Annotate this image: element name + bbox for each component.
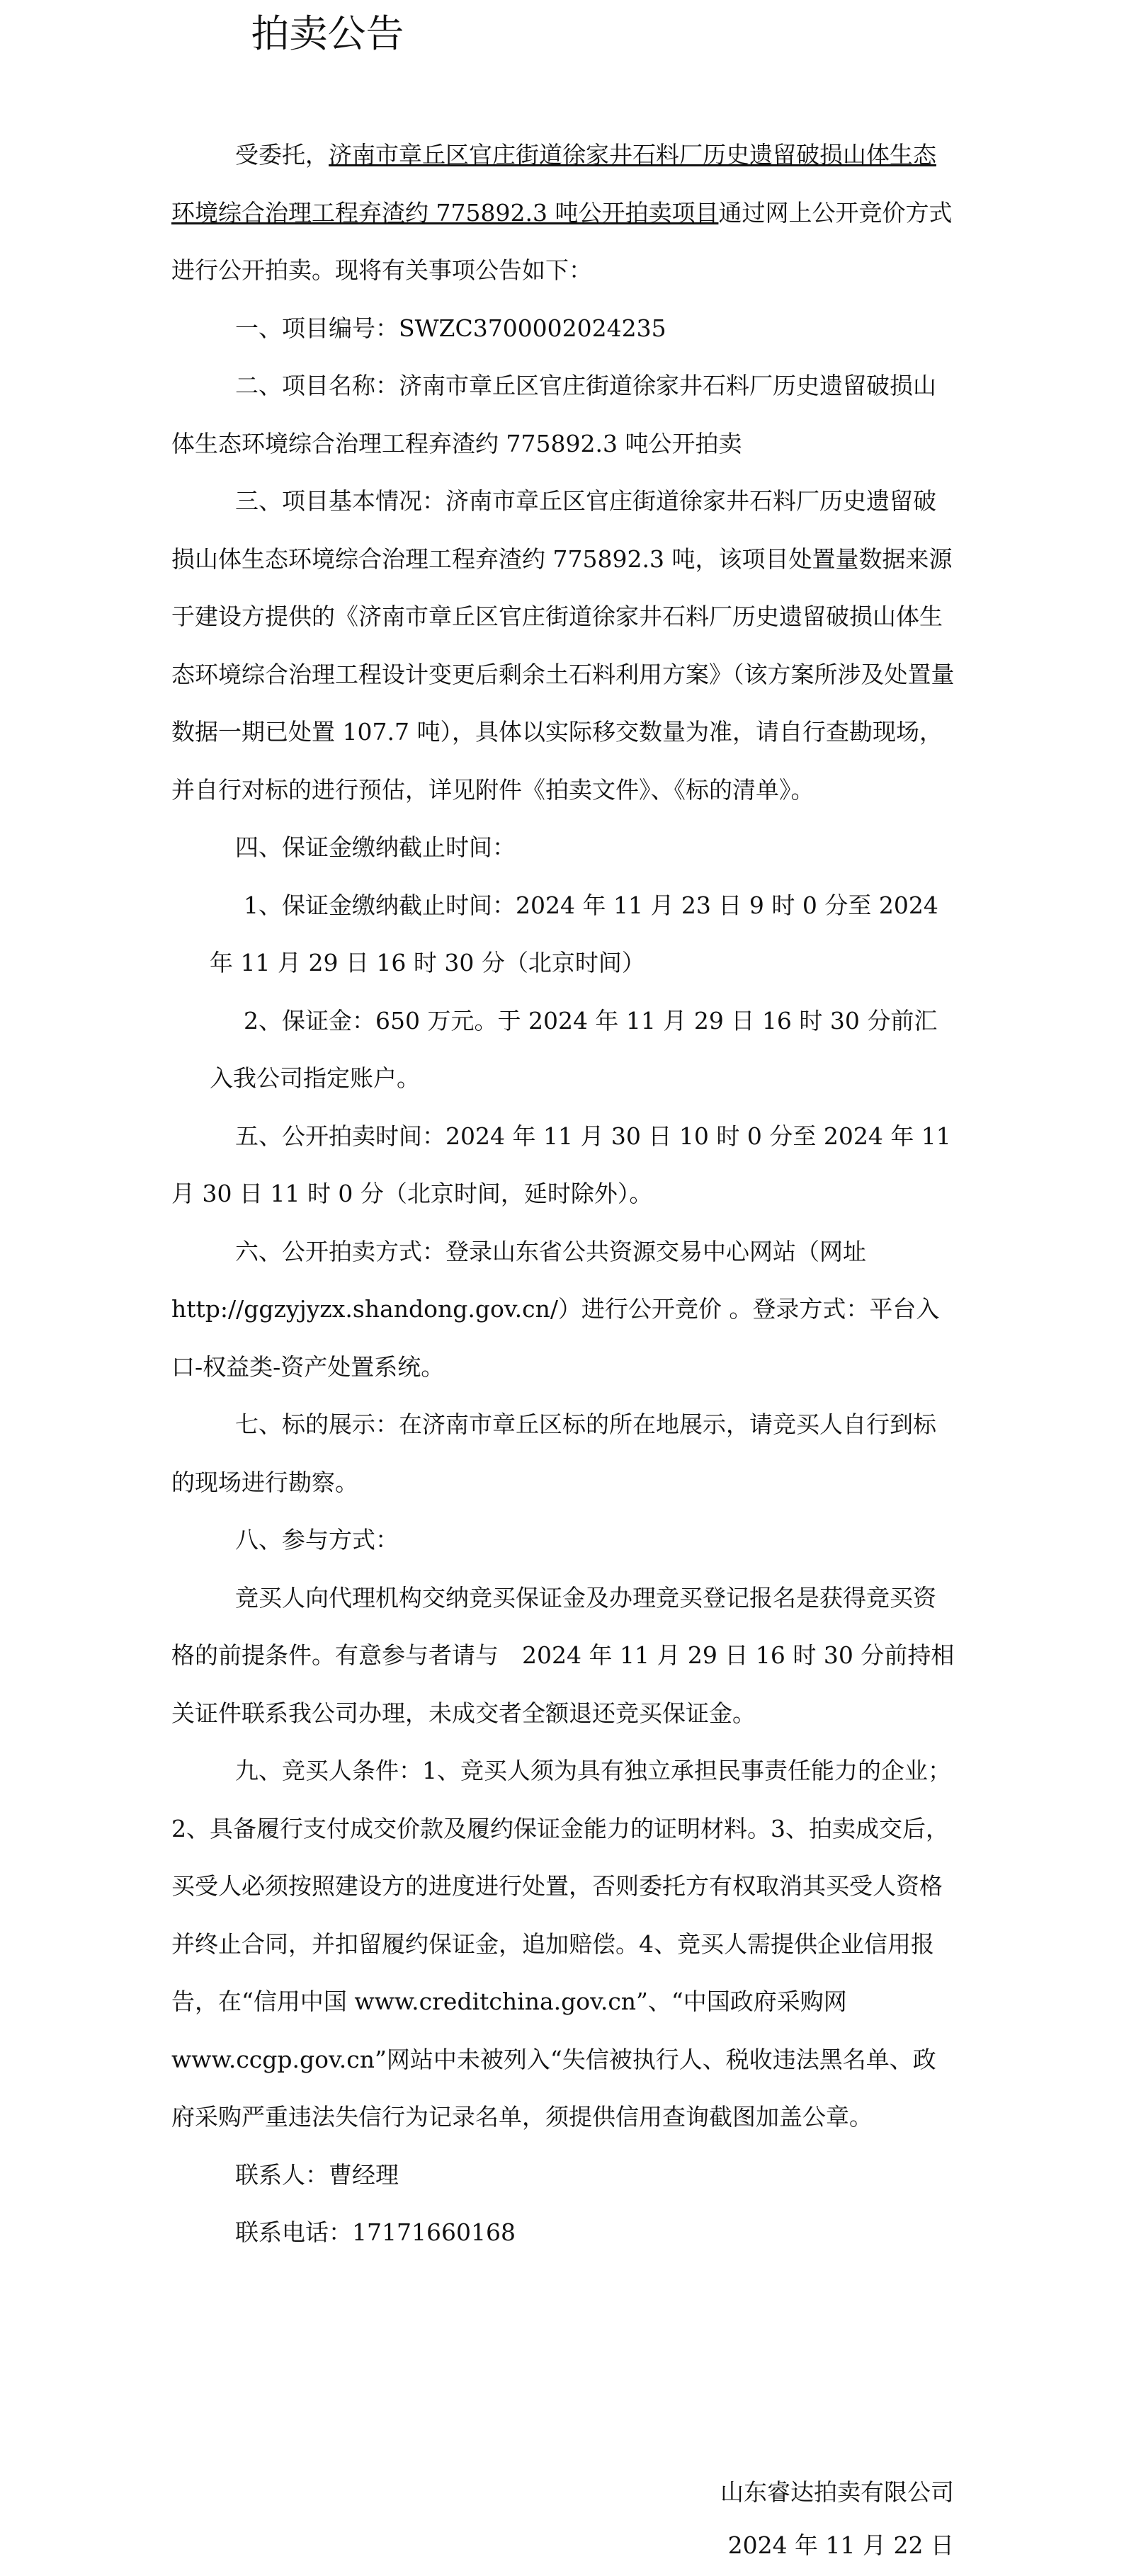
section-participation-heading: 八、参与方式： (235, 1526, 399, 1554)
section-project-name: 二、项目名称：济南市章丘区官庄街道徐家井石料厂历史遗留破损山体生态环境综合治理工程弃渣约 775892.3 吨公开拍卖 (171, 372, 936, 457)
section-deposit-amount: 2、保证金：650 万元。于 2024 年 11 月 29 日 16 时 30 分前汇入我公司指定账户。 (210, 1006, 938, 1092)
announcement-body (171, 126, 958, 2262)
footer-date: 2024 年 11 月 22 日 (727, 2531, 954, 2559)
section-deposit-deadline-heading: 四、保证金缴纳截止时间： (235, 833, 516, 861)
section-project-overview: 三、项目基本情况：济南市章丘区官庄街道徐家井石料厂历史遗留破损山体生态环境综合治理工程弃渣约 775892.3 吨，该项目处置量数据来源于建设方提供的《济南市章丘区官庄街道徐家井石料厂历史遗留破损山体生态环境综合治理工程设计变更后剩余土石料利用方案》（该方案所涉及处置量数据一期已处置 107.7 吨），具体以实际移交数量为准，请自行查勘现场，并自行对标的进行预估，详见附件《拍卖文件》、《标的清单》。 (171, 487, 955, 804)
contact-phone: 联系电话：17171660168 (235, 2218, 516, 2246)
section-deposit-deadline-time: 1、保证金缴纳截止时间：2024 年 11 月 23 日 9 时 0 分至 2024 年 11 月 29 日 16 时 30 分（北京时间） (210, 891, 938, 976)
section-project-number: 一、项目编号：SWZC3700002024235 (235, 314, 666, 342)
section-auction-method: 六、公开拍卖方式：登录山东省公共资源交易中心网站（网址 http://ggzyjyzx.shandong.gov.cn/）进行公开竞价 。登录方式：平台入口-权益类-资产处置系统。 (171, 1237, 940, 1381)
document-title: 拍卖公告 (251, 11, 404, 56)
intro-paragraph (171, 126, 958, 300)
project-link[interactable]: 济南市章丘区官庄街道徐家井石料厂历史遗留破损山体生态环境综合治理工程弃渣约 775892.3 吨公开拍卖项目 (171, 141, 936, 227)
section-display: 七、标的展示：在济南市章丘区标的所在地展示，请竞买人自行到标的现场进行勘察。 (171, 1410, 936, 1496)
section-auction-time: 五、公开拍卖时间：2024 年 11 月 30 日 10 时 0 分至 2024 年 11 月 30 日 11 时 0 分（北京时间，延时除外）。 (171, 1122, 951, 1207)
intro-prefix: 受委托， (235, 141, 329, 169)
section-participation-body: 竞买人向代理机构交纳竞买保证金及办理竞买登记报名是获得竞买资格的前提条件。有意参与者请与 2024 年 11 月 29 日 16 时 30 分前持相关证件联系我公司办理，未成交者全额退还竞买保证金。 (171, 1583, 955, 1727)
footer-company: 山东睿达拍卖有限公司 (720, 2478, 954, 2506)
section-bidder-conditions: 九、竞买人条件：1、竞买人须为具有独立承担民事责任能力的企业；2、具备履行支付成交价款及履约保证金能力的证明材料。3、拍卖成交后，买受人必须按照建设方的进度进行处置，否则委托方有权取消其买受人资格并终止合同，并扣留履约保证金，追加赔偿。4、竞买人需提供企业信用报告，在“信用中国 www.creditchina.gov.cn”、“中国政府采购网 www.ccgp.gov.cn”网站中未被列入“失信被执行人、税收违法黑名单、政府采购严重违法失信行为记录名单，须提供信用查询截图加盖公章。 (171, 1757, 951, 2131)
intro-suffix: 通过网上公开竞价方式进行公开拍卖。现将有关事项公告如下： (171, 198, 953, 284)
contact-person: 联系人：曹经理 (235, 2160, 399, 2189)
